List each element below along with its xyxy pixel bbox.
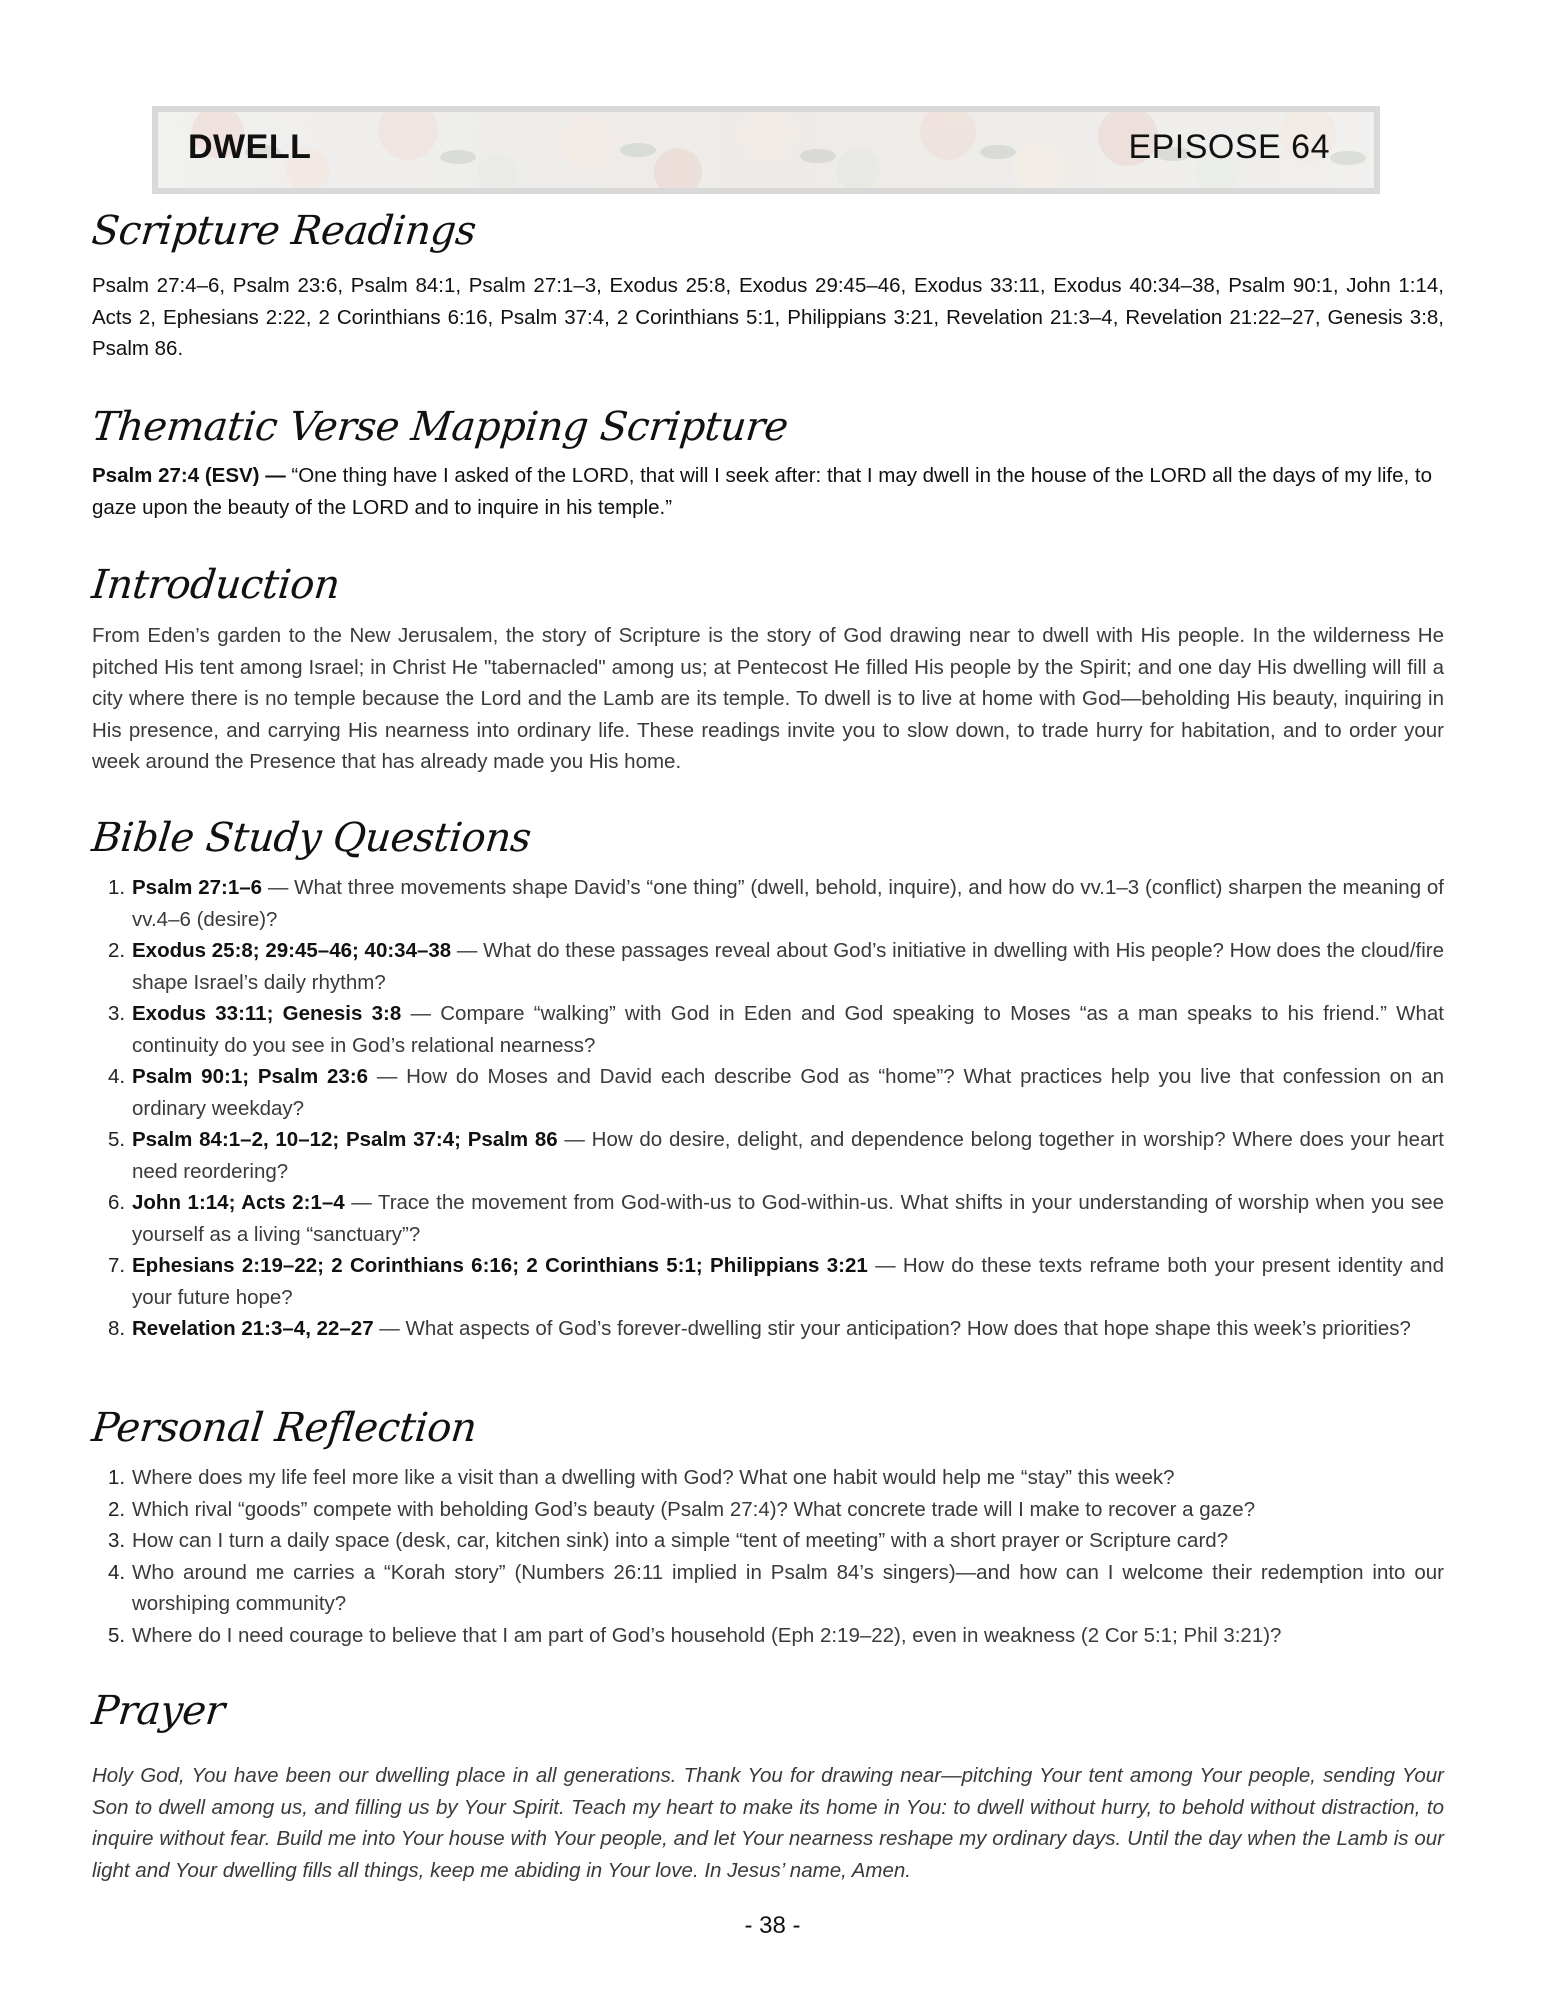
list-item: 1. Psalm 27:1–6 — What three movements shape David’s “one thing” (dwell, behold, inquire), and how do vv.1–3 (conflict) sharpen the meaning of vv.4–6 (desire)? — [108, 876, 1444, 931]
list-item: 5. Psalm 84:1–2, 10–12; Psalm 37:4; Psalm 86 — How do desire, delight, and dependence belong together in worship? Where does your heart need reordering? — [108, 1128, 1445, 1183]
thematic-verse-ref: Psalm 27:4 (ESV) — — [92, 464, 286, 487]
prayer-text: Holy God, You have been our dwelling place in all generations. Thank You for drawing near—pitching Your tent among Your people, sending Your Son to dwell among us, and filling us by Your Spirit. Teach my heart to make its home in You: to dwell without hurry, to behold without distraction, to inquire without fear. Build me into Your house with Your people, and let Your nearness reshape my ordinary days. Until the day when the Lamb is our light and Your dwelling fills all things, keep me abiding in Your love. In Jesus’ name, Amen. — [92, 1764, 1444, 1882]
personal-reflection-heading: Personal Reflection — [89, 1405, 479, 1451]
list-item: 4. Psalm 90:1; Psalm 23:6 — How do Moses and David each describe God as “home”? What practices help you live that confession on an ordinary weekday? — [108, 1065, 1444, 1120]
list-item: 2. Which rival “goods” compete with beholding God’s beauty (Psalm 27:4)? What concrete trade will I make to recover a gaze? — [108, 1497, 1256, 1521]
list-item: 3. Exodus 33:11; Genesis 3:8 — Compare “walking” with God in Eden and God speaking to Moses “as a man speaks to his friend.” What continuity do you see in God’s relational nearness? — [108, 1002, 1444, 1057]
thematic-verse-quote: “One thing have I asked of the LORD, that will I seek after: that I may dwell in the house of the LORD all the days of my life, to gaze upon the beauty of the LORD and to inquire in his temple.” — [92, 464, 1432, 519]
scripture-readings-text: Psalm 27:4–6, Psalm 23:6, Psalm 84:1, Psalm 27:1–3, Exodus 25:8, Exodus 29:45–46, Exodus 33:11, Exodus 40:34–38, Psalm 90:1, John 1:14, Acts 2, Ephesians 2:22, 2 Corinthians 6:16, Psalm 37:4, 2 Corinthians 5:1, Philippians 3:21, Revelation 21:3–4, Revelation 21:22–27, Genesis 3:8, Psalm 86. — [92, 274, 1444, 360]
list-item: 3. How can I turn a daily space (desk, car, kitchen sink) into a simple “tent of meeting” with a short prayer or Scripture card? — [108, 1529, 1229, 1552]
list-item: 5. Where do I need courage to believe that I am part of God’s household (Eph 2:19–22), even in weakness (2 Cor 5:1; Phil 3:21)? — [108, 1623, 1282, 1647]
list-item: 4. Who around me carries a “Korah story” (Numbers 26:11 implied in Psalm 84’s singers)—and how can I welcome their redemption into our worshiping community? — [108, 1560, 1444, 1615]
bible-study-list — [92, 872, 1444, 1345]
thematic-verse-text — [92, 460, 1444, 523]
list-item: 8. Revelation 21:3–4, 22–27 — What aspects of God’s forever-dwelling stir your anticipation? How does that hope shape this week’s priorities? — [108, 1317, 1411, 1340]
thematic-verse-heading: Thematic Verse Mapping Scripture — [89, 404, 791, 450]
page-number: - 38 - — [744, 1912, 801, 1939]
personal-reflection-list — [92, 1462, 1444, 1651]
episode-number: EPISOSE 64 — [1128, 128, 1330, 166]
bible-study-heading: Bible Study Questions — [89, 815, 534, 861]
introduction-heading: Introduction — [89, 562, 342, 608]
introduction-text: From Eden’s garden to the New Jerusalem, the story of Scripture is the story of God drawing near to dwell with His people. In the wilderness He pitched His tent among Israel; in Christ He "tabernacled" among us; at Pentecost He filled His people by the Spirit; and one day His dwelling will fill a city where there is no temple because the Lord and the Lamb are its temple. To dwell is to live at home with God—beholding His beauty, inquiring in His presence, and carrying His nearness into ordinary life. These readings invite you to slow down, to trade hurry for habitation, and to order your week around the Presence that has already made you His home. — [92, 624, 1444, 773]
list-item: 1. Where does my life feel more like a visit than a dwelling with God? What one habit would help me “stay” this week? — [108, 1466, 1175, 1489]
list-item: 2. Exodus 25:8; 29:45–46; 40:34–38 — What do these passages reveal about God’s initiative in dwelling with His people? How does the cloud/fire shape Israel’s daily rhythm? — [108, 939, 1444, 994]
episode-banner — [152, 106, 1380, 194]
prayer-heading: Prayer — [89, 1688, 227, 1734]
scripture-readings-heading: Scripture Readings — [89, 208, 479, 254]
list-item: 7. Ephesians 2:19–22; 2 Corinthians 6:16; 2 Corinthians 5:1; Philippians 3:21 — How do these texts reframe both your present identity and your future hope? — [108, 1254, 1444, 1309]
banner-floral-background — [158, 112, 1374, 188]
series-title: DWELL — [188, 128, 312, 166]
list-item: 6. John 1:14; Acts 2:1–4 — Trace the movement from God-with-us to God-within-us. What shifts in your understanding of worship when you see yourself as a living “sanctuary”? — [108, 1191, 1445, 1246]
